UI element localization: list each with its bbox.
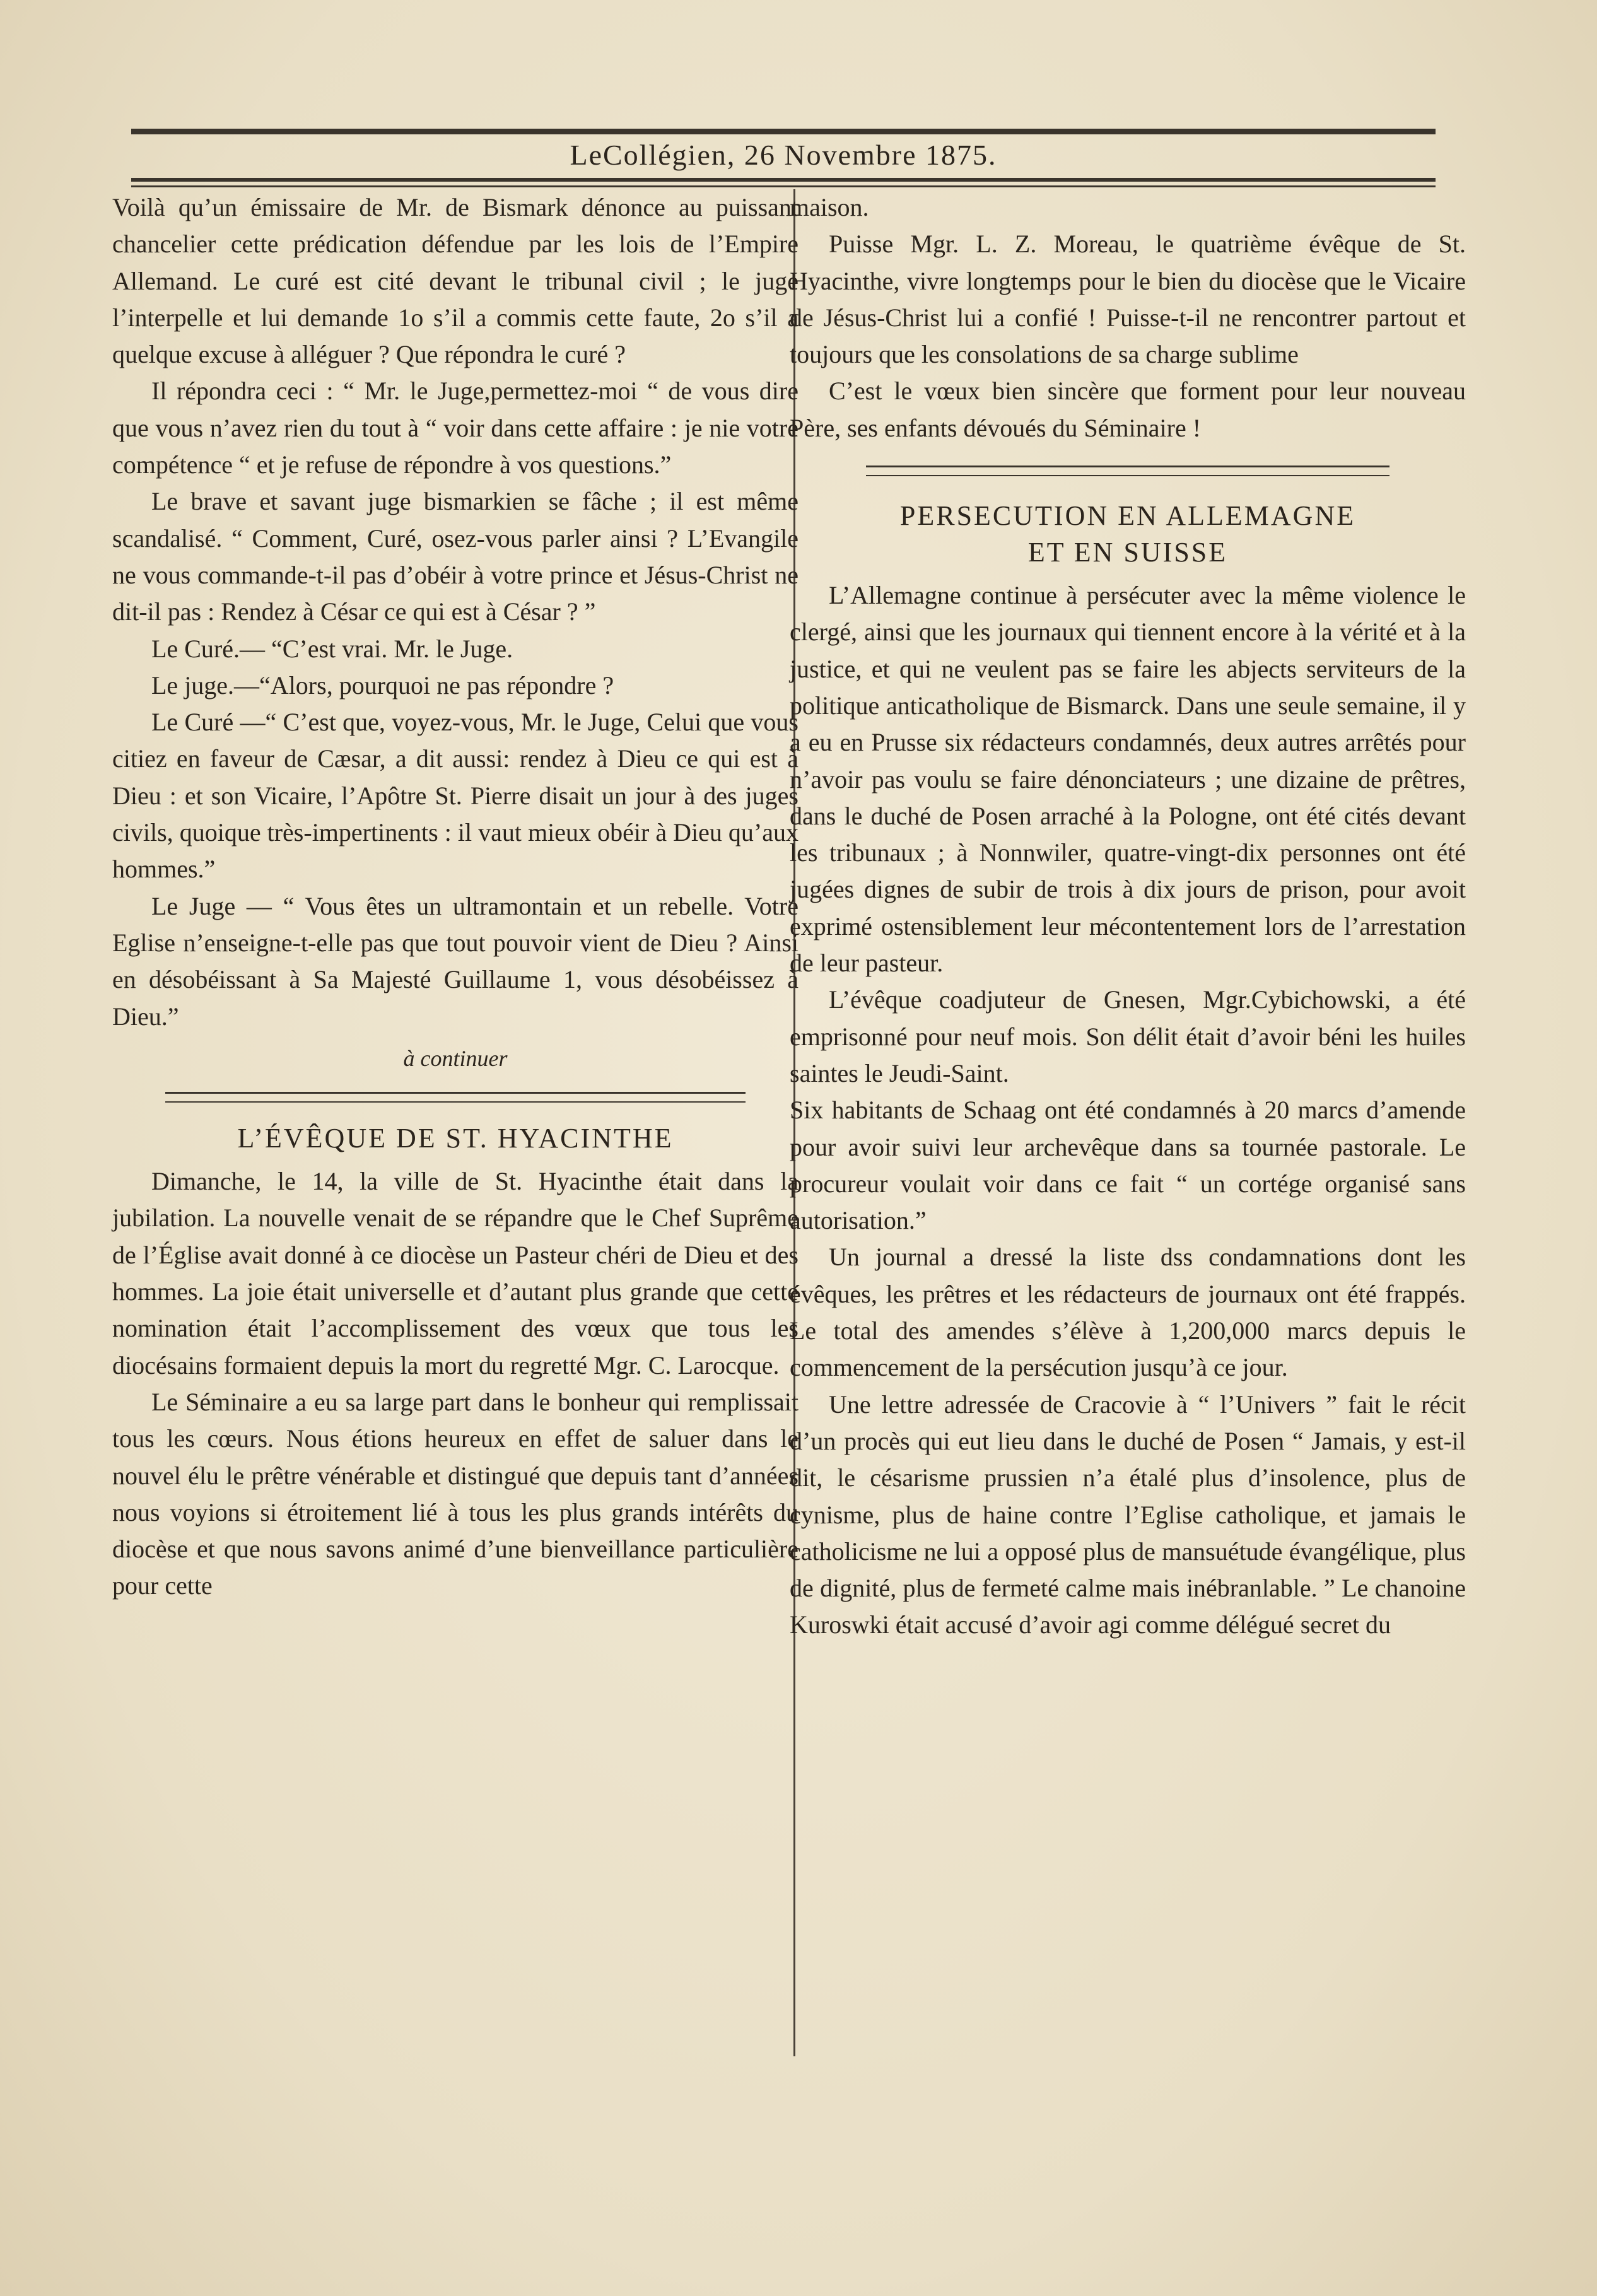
- left-paragraph-5: Le juge.—“Alors, pourquoi ne pas répondre ?: [151, 671, 614, 700]
- masthead-bottom-rule: [131, 178, 1436, 182]
- right-paragraph-2: Puisse Mgr. L. Z. Moreau, le quatrième évêque de St. Hyacinthe, vivre longtemps pour le bien du diocèse que le Vicaire de Jésus-Christ lui a confié ! Puisse-t-il ne rencontrer partout et toujours que les consolations de sa charge sublime: [790, 230, 1466, 369]
- left-paragraph-4: Le Curé.— “C’est vrai. Mr. le Juge.: [151, 634, 513, 663]
- left-paragraph-9: Le Séminaire a eu sa large part dans le bonheur qui remplissait tous les cœurs. Nous étions heureux en effet de saluer dans le nouvel élu le prêtre vénérable et distingué que depuis tant d’années nous voyions si étroitement lié à tous les plus grands intérêts du diocèse et que nous savons animé d’une bienveillance particulière pour cette: [112, 1387, 798, 1600]
- left-paragraph-7: Le Juge — “ Vous êtes un ultramontain et un rebelle. Votre Eglise n’enseigne-t-elle pas que tout pouvoir vient de Dieu ? Ainsi en désobéissant à Sa Majesté Guillaume 1, vous désobéissez à Dieu.”: [112, 891, 798, 1031]
- right-paragraph-3: C’est le vœux bien sincère que forment pour leur nouveau Père, ses enfants dévoués du Séminaire !: [790, 377, 1466, 442]
- right-paragraph-1: maison.: [790, 193, 869, 221]
- left-paragraph-8: Dimanche, le 14, la ville de St. Hyacinthe était dans la jubilation. La nouvelle venait de se répandre que le Chef Suprême de l’Église avait donné à ce diocèse un Pasteur chéri de Dieu et des hommes. La joie était universelle et d’autant plus grande que cette nomination était l’accomplissement des vœux que tous les diocésains formaient depuis la mort du regretté Mgr. C. Larocque.: [112, 1167, 798, 1379]
- heading-eveque: L’ÉVÊQUE DE ST. HYACINTHE: [237, 1123, 674, 1154]
- left-paragraph-6: Le Curé —“ C’est que, voyez-vous, Mr. le Juge, Celui que vous citiez en faveur de Cæsar, a dit aussi: rendez à Dieu ce qui est à Dieu : et son Vicaire, l’Apôtre St. Pierre disait un jour à des juges civils, quoique très-impertinents : il vaut mieux obéir à Dieu qu’aux hommes.”: [112, 708, 798, 884]
- section-divider-left: [165, 1092, 746, 1103]
- left-paragraph-3: Le brave et savant juge bismarkien se fâche ; il est même scandalisé. “ Comment, Curé, osez-vous parler ainsi ? L’Evangile ne vous commande-t-il pas d’obéir à votre prince et Jésus-Christ ne dit-il pas : Rendez à César ce qui est à César ? ”: [112, 487, 798, 626]
- masthead: LeCollégien, 26 Novembre 1875.: [570, 139, 997, 171]
- heading-persecution-1: PERSECUTION EN ALLEMAGNE: [899, 500, 1356, 532]
- right-paragraph-8: Une lettre adressée de Cracovie à “ l’Univers ” fait le récit d’un procès qui eut lieu dans le duché de Posen “ Jamais, y est-il dit, le césarisme prussien n’a étalé plus d’insolence, plus de cynisme, plus de haine contre l’Eglise catholique, et jamais le catholicisme ne lui a opposé plus de mansuétude évangélique, plus de dignité, plus de fermeté calme mais inébranlable. ” Le chanoine Kuroswki était accusé d’avoir agi comme délégué secret du: [790, 1390, 1466, 1639]
- left-paragraph-1: Voilà qu’un émissaire de Mr. de Bismark dénonce au puissant chancelier cette prédication défendue par les lois de l’Empire Allemand. Le curé est cité devant le tribunal civil ; le juge l’interpelle et lui demande 1o s’il a commis cette faute, 2o s’il a quelque excuse à alléguer ? Que répondra le curé ?: [112, 193, 798, 369]
- left-paragraph-2: Il répondra ceci : “ Mr. le Juge,permettez-moi “ de vous dire que vous n’avez rien du tout à “ voir dans cette affaire : je nie votre compétence “ et je refuse de répondre à vos questions.”: [112, 377, 798, 479]
- right-paragraph-7: Un journal a dressé la liste dss condamnations dont les évêques, les prêtres et les rédacteurs de journaux ont été frappés. Le total des amendes s’élève à 1,200,000 marcs depuis le commencement de la persécution jusqu’à ce jour.: [790, 1243, 1466, 1382]
- section-divider-right: [866, 466, 1389, 476]
- right-column: [790, 189, 1466, 1644]
- right-paragraph-6: Six habitants de Schaag ont été condamnés à 20 marcs d’amende pour avoir suivi leur archevêque dans sa tournée pastorale. Le procureur voulait voir dans ce fait “ un cortége organisé sans autorisation.”: [790, 1096, 1466, 1235]
- masthead-bottom-thin-rule: [131, 185, 1436, 187]
- to-be-continued: à continuer: [403, 1045, 508, 1071]
- left-column: [112, 189, 798, 1605]
- right-paragraph-4: L’Allemagne continue à persécuter avec la même violence le clergé, ainsi que les journaux qui tiennent encore à la vérité et à la justice, et qui ne veulent pas se faire les abjects serviteurs de la politique anticatholique de Bismarck. Dans une seule semaine, il y a eu en Prusse six rédacteurs condamnés, deux autres arrêtés pour n’avoir pas voulu se faire dénonciateurs ; une dizaine de prêtres, dans le duché de Posen arraché à la Pologne, ont été cités devant les tribunaux ; à Nonnwiler, quatre-vingt-dix personnes ont été jugées dignes de subir de trois à dix jours de prison, pour avoit exprimé ostensiblement leur mécontentement lors de l’arrestation de leur pasteur.: [790, 581, 1466, 978]
- masthead-top-rule: [131, 129, 1436, 134]
- heading-persecution-2: ET EN SUISSE: [1027, 537, 1228, 568]
- right-paragraph-5: L’évêque coadjuteur de Gnesen, Mgr.Cybichowski, a été emprisonné pour neuf mois. Son délit était d’avoir béni les huiles saintes le Jeudi-Saint.: [790, 985, 1466, 1087]
